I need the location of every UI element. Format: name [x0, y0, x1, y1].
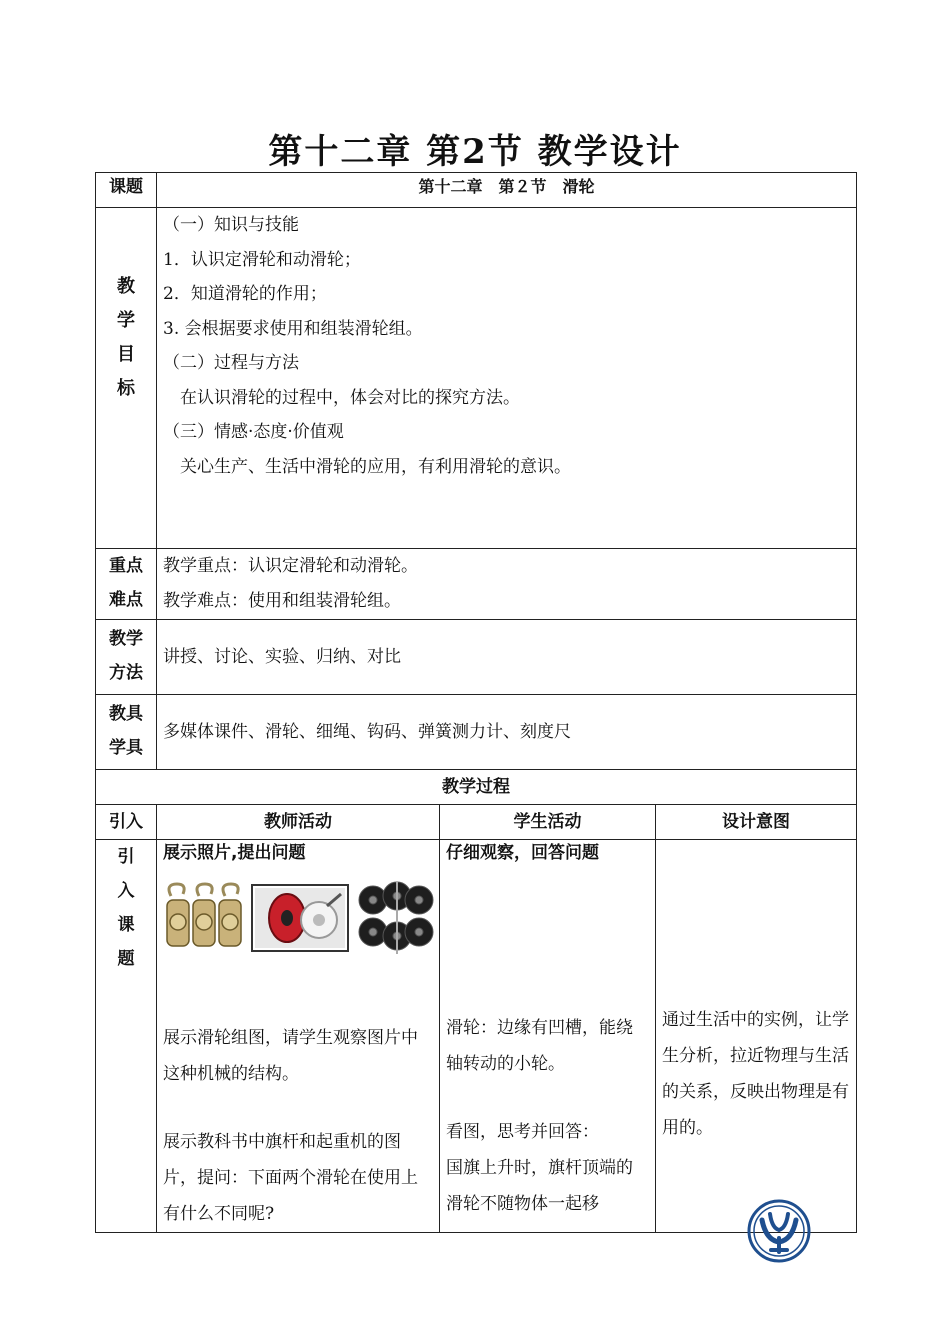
lesson-plan-table — [95, 172, 857, 1233]
process-title: 教学过程 — [96, 770, 857, 805]
methods-label-line: 教学 — [109, 629, 143, 649]
key-points-row — [96, 549, 857, 620]
topic-label: 课题 — [96, 173, 157, 208]
tools-row — [96, 695, 857, 770]
tools-label — [96, 695, 157, 770]
objective-line: 在认识滑轮的过程中，体会对比的探究方法。 — [163, 387, 520, 408]
intro-label — [96, 840, 157, 1233]
methods-value: 讲授、讨论、实验、归纳、对比 — [157, 620, 857, 695]
objectives-content — [157, 208, 857, 549]
topic-row — [96, 173, 857, 208]
objectives-row — [96, 208, 857, 549]
objective-line: 3. 会根据要求使用和组装滑轮组。 — [163, 318, 423, 339]
teacher-paragraph-2: 展示教科书中旗杆和起重机的图片，提问：下面两个滑轮在使用上有什么不同呢? — [163, 1132, 418, 1224]
black-pulleys-photo — [355, 878, 435, 958]
objective-line: 1．认识定滑轮和动滑轮； — [163, 249, 361, 270]
intro-label-char: 题 — [117, 949, 135, 969]
key-points-label-line: 难点 — [109, 590, 143, 610]
pulley-block-photo — [163, 882, 245, 954]
student-heading: 仔细观察，回答问题 — [446, 843, 599, 863]
process-header-row — [96, 805, 857, 840]
student-paragraph-3: 国旗上升时，旗杆顶端的滑轮不随物体一起移 — [446, 1158, 633, 1214]
tools-label-line: 学具 — [109, 738, 143, 758]
student-activity-cell — [440, 840, 656, 1233]
objectives-label-char: 标 — [117, 378, 135, 399]
key-points-label-line: 重点 — [109, 556, 143, 576]
header-teacher-activity: 教师活动 — [157, 805, 440, 840]
objectives-label — [96, 208, 157, 549]
header-student-activity: 学生活动 — [440, 805, 656, 840]
key-points-label — [96, 549, 157, 620]
objective-line: （二）过程与方法 — [163, 353, 299, 373]
teacher-heading: 展示照片,提出问题 — [163, 843, 306, 863]
methods-label — [96, 620, 157, 695]
objective-line: （一）知识与技能 — [163, 215, 299, 235]
key-point-line: 教学难点：使用和组装滑轮组。 — [163, 590, 401, 611]
key-point-line: 教学重点：认识定滑轮和动滑轮。 — [163, 556, 418, 576]
methods-label-line: 方法 — [109, 663, 143, 683]
key-points-content — [157, 549, 857, 620]
objective-line: 关心生产、生活中滑轮的应用，有利用滑轮的意识。 — [163, 456, 571, 477]
design-intent-cell — [656, 840, 857, 1233]
objective-line: 2．知道滑轮的作用； — [163, 284, 327, 304]
school-logo-icon — [746, 1198, 812, 1264]
objectives-label-char: 教 — [117, 276, 135, 297]
intro-label-char: 引 — [117, 847, 135, 867]
intent-paragraph-1: 通过生活中的实例，让学生分析，拉近物理与生活的关系，反映出物理是有用的。 — [662, 1010, 849, 1138]
process-intro-row — [96, 840, 857, 1233]
topic-value: 第十二章 第２节 滑轮 — [157, 173, 857, 208]
red-pulley-photo — [251, 884, 349, 952]
objectives-label-char: 目 — [117, 344, 135, 365]
teacher-paragraph-1: 展示滑轮组图，请学生观察图片中这种机械的结构。 — [163, 1028, 418, 1084]
objectives-label-char: 学 — [117, 310, 135, 331]
intro-label-char: 入 — [117, 881, 135, 901]
student-paragraph-2: 看图，思考并回答： — [446, 1122, 599, 1142]
pulley-images — [163, 876, 439, 960]
methods-row — [96, 620, 857, 695]
header-intro: 引入 — [96, 805, 157, 840]
student-paragraph-1: 滑轮：边缘有凹槽，能绕轴转动的小轮。 — [446, 1018, 633, 1074]
tools-value: 多媒体课件、滑轮、细绳、钩码、弹簧测力计、刻度尺 — [157, 695, 857, 770]
document-title: 第十二章 第2节 教学设计 — [268, 132, 682, 172]
objective-line: （三）情感·态度·价值观 — [163, 422, 344, 442]
intro-label-char: 课 — [117, 915, 135, 935]
tools-label-line: 教具 — [109, 704, 143, 724]
teacher-activity-cell — [157, 840, 440, 1233]
header-design-intent: 设计意图 — [656, 805, 857, 840]
process-title-row — [96, 770, 857, 805]
